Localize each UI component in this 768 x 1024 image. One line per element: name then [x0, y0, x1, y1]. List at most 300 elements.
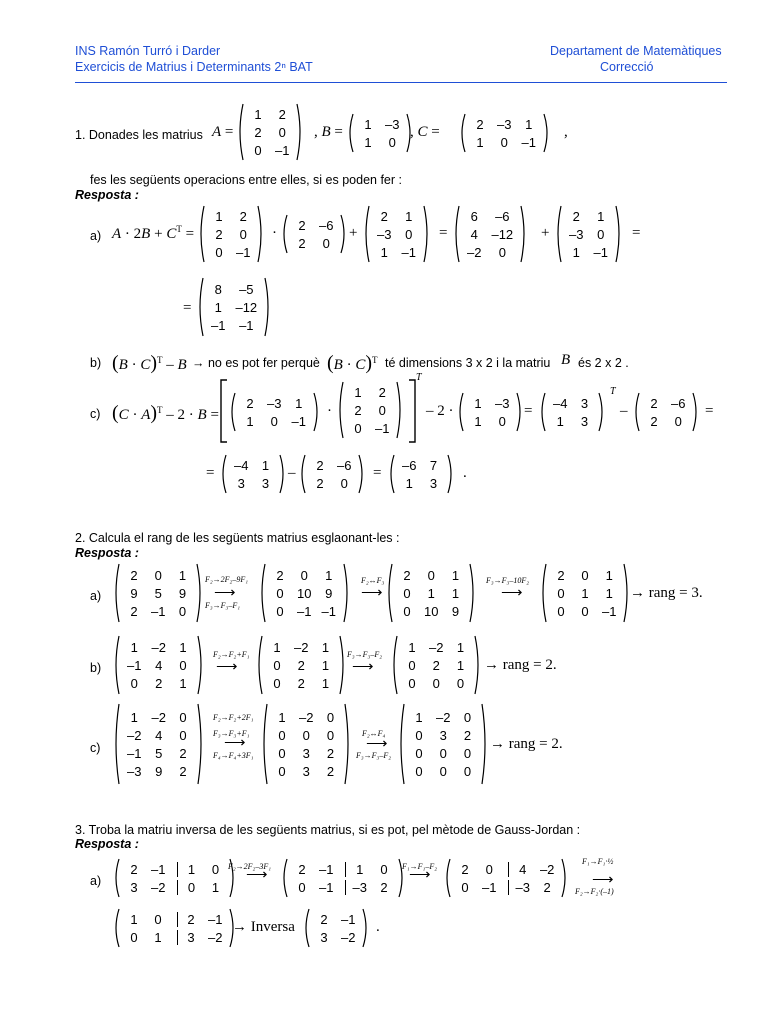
left-paren [346, 113, 355, 153]
matrix-grid [269, 710, 343, 779]
matrix-cell: 0 [498, 413, 506, 429]
left-paren [280, 858, 289, 898]
matrix-grid [467, 117, 542, 150]
matrix-cell: 1 [456, 639, 465, 655]
equals: = [373, 465, 382, 481]
matrix-cell: 1 [605, 585, 613, 601]
matrix-2b-1 [112, 635, 205, 695]
matrix-cell: 0 [177, 880, 198, 895]
matrix-cell: 2 [155, 675, 163, 691]
matrix-cell: 1 [405, 475, 413, 491]
matrix-cell: 0 [415, 745, 423, 761]
matrix-grid [245, 107, 295, 158]
matrix-cell: –1 [602, 603, 617, 619]
arrow: ⟶ [246, 867, 268, 883]
matrix-C [458, 113, 551, 153]
equals: = [206, 465, 215, 481]
left-paren [112, 635, 121, 695]
matrix-cell: 0 [326, 709, 335, 725]
matrix-3-3 [443, 858, 569, 898]
matrix-cell: 1 [214, 299, 222, 315]
matrix-cell: 0 [463, 763, 472, 779]
matrix-cell: 0 [340, 475, 348, 491]
matrix-cell: 0 [215, 244, 223, 260]
eq-A-label: A = [212, 124, 234, 140]
matrix-cell: 2 [380, 208, 388, 224]
matrix-cell: 0 [179, 709, 187, 725]
transpose-mark: T [610, 386, 616, 397]
matrix-cell: –6 [495, 208, 510, 224]
matrix-cell: 0 [130, 929, 138, 945]
matrix-cell: 7 [429, 457, 438, 473]
matrix-cell: –2 [436, 709, 451, 725]
matrix-cell: 0 [154, 567, 162, 583]
matrix-grid [465, 396, 515, 429]
matrix-cell: –1 [341, 911, 356, 927]
matrix-cell: 2 [557, 567, 565, 583]
matrix-cell: 0 [403, 585, 411, 601]
matrix-cell: –3 [495, 395, 510, 411]
left-paren [632, 392, 641, 432]
matrix-cell: 0 [278, 745, 286, 761]
matrix-cell: –2 [127, 727, 142, 743]
matrix-cell: –6 [671, 395, 686, 411]
matrix-cell: –5 [239, 281, 254, 297]
matrix-cell: 0 [179, 727, 187, 743]
matrix-grid [289, 862, 397, 895]
matrix-cell: –1 [211, 317, 226, 333]
matrix-cell: –6 [337, 457, 352, 473]
matrix-cell: 3 [177, 930, 198, 945]
matrix-cell: 2 [179, 745, 187, 761]
matrix-cell: 0 [178, 603, 187, 619]
rowop: F₂→2F₂–9F₁ [205, 575, 249, 584]
matrix-cell: –1 [319, 879, 334, 895]
matrix-grid [121, 862, 228, 895]
matrix-cell: 1 [364, 134, 372, 150]
matrix-cell: 0 [273, 675, 281, 691]
right-paren [560, 858, 569, 898]
matrix-cell: 8 [214, 281, 222, 297]
ex3-intro: 3. Troba la matriu inversa de les següents matrius, si es pot, pel mètode de Gauss-Jordan : [75, 823, 581, 837]
matrix-c-2B2 [298, 454, 366, 494]
eq-C-label: , C = [410, 124, 440, 140]
matrix-cell: 4 [155, 727, 163, 743]
matrix-cell: –1 [208, 911, 223, 927]
matrix-cell: 3 [302, 745, 310, 761]
matrix-cell: 2 [476, 116, 484, 132]
matrix-cell: –2 [539, 861, 555, 877]
matrix-grid [121, 568, 195, 619]
matrix-cell: 2 [572, 208, 580, 224]
matrix-cell: 3 [130, 879, 138, 895]
right-paren [614, 205, 623, 263]
left-paren [387, 454, 396, 494]
matrix-cell: 3 [302, 763, 310, 779]
matrix-cell: 2 [298, 217, 306, 233]
matrix-cell: –1 [375, 420, 390, 436]
matrix-c-C [228, 392, 321, 432]
matrix-grid [452, 862, 560, 895]
matrix-cell: 2 [320, 911, 328, 927]
left-paren [336, 381, 345, 439]
left-paren [228, 392, 237, 432]
matrix-cell: 0 [408, 675, 416, 691]
matrix-cell: 0 [427, 567, 435, 583]
matrix-cell: 1 [254, 106, 262, 122]
matrix-cell: –2 [208, 929, 223, 945]
matrix-c-A [336, 381, 404, 439]
transpose-mark: T [416, 372, 422, 383]
matrix-cell: 3 [439, 727, 447, 743]
matrix-cell: 2 [215, 226, 223, 242]
matrix-cell: –1 [127, 657, 142, 673]
left-paren [280, 214, 289, 254]
ex1-intro: 1. Donades les matrius [75, 128, 203, 142]
right-paren [278, 454, 287, 494]
matrix-a-A [197, 205, 265, 263]
matrix-2c-1 [112, 703, 205, 785]
matrix-cell: –2 [151, 639, 166, 655]
minus: – [288, 465, 296, 481]
matrix-2b-3 [390, 635, 482, 695]
ex1-b-text3: és 2 x 2 . [578, 356, 629, 370]
matrix-grid [311, 912, 361, 945]
arrow: ⟶ [409, 867, 431, 883]
school-name: INS Ramón Turró i Darder [75, 44, 221, 58]
rowop: F₄→F₄+3F₁ [213, 751, 254, 760]
matrix-cell: 0 [674, 413, 682, 429]
matrix-cell: 1 [215, 208, 223, 224]
matrix-cell: 1 [605, 567, 613, 583]
matrix-cell: 1 [178, 567, 187, 583]
right-paren [468, 563, 477, 623]
right-paren [295, 103, 304, 161]
left-paren [452, 205, 461, 263]
minus-2: – 2 · [426, 403, 454, 419]
rowop: F₂↔F₃ [361, 576, 385, 585]
document-title: Exercicis de Matrius i Determinants 2ⁿ BAT [75, 60, 313, 74]
matrix-cell: 0 [278, 763, 286, 779]
matrix-cell: 2 [179, 763, 187, 779]
matrix-cell: –1 [297, 603, 312, 619]
left-paren [390, 635, 399, 695]
matrix-cell: 0 [405, 226, 413, 242]
right-paren [361, 908, 370, 948]
plus: + [541, 225, 550, 241]
matrix-cell: 1 [211, 879, 220, 895]
matrix-cell: –4 [553, 395, 568, 411]
matrix-grid [563, 209, 614, 260]
bracket-right [406, 378, 418, 444]
matrix-cell: 0 [378, 402, 386, 418]
rank-result: → rang = 2. [484, 657, 557, 673]
right-paren [597, 392, 606, 432]
matrix-cell: 3 [580, 413, 589, 429]
matrix-cell: 3 [261, 475, 270, 491]
matrix-cell: 2 [403, 567, 411, 583]
department-name: Departament de Matemàtiques [550, 44, 722, 58]
resposta-label: Resposta : [75, 188, 139, 202]
matrix-cell: 1 [474, 395, 482, 411]
matrix-cell: 2 [432, 657, 440, 673]
expr-b: $(B \cdot C)^T - B$ [112, 352, 187, 374]
arrow: ⟶ [352, 659, 374, 675]
rowop: F₃→F₃–F₁ [205, 601, 241, 610]
resposta-label: Resposta : [75, 546, 139, 560]
left-paren [443, 858, 452, 898]
matrix-A [236, 103, 304, 161]
matrix-cell: 2 [650, 395, 658, 411]
arrow: ⟶ [214, 585, 236, 601]
matrix-cell: –1 [291, 413, 306, 429]
right-paren [473, 635, 482, 695]
matrix-cell: 0 [463, 745, 472, 761]
rowop: F₂→F₂·(–1) [575, 887, 614, 896]
resposta-label: Resposta : [75, 837, 139, 851]
matrix-cell: –2 [151, 709, 166, 725]
matrix-grid [205, 282, 263, 333]
ex2-intro: 2. Calcula el rang de les següents matrius esglaonant-les : [75, 531, 400, 545]
inverse-label: → Inversa [232, 919, 295, 935]
right-paren [342, 563, 351, 623]
matrix-cell: 0 [154, 911, 162, 927]
matrix-cell: 0 [581, 567, 589, 583]
left-paren [236, 103, 245, 161]
matrix-cell: –1 [127, 745, 142, 761]
matrix-cell: 0 [302, 727, 310, 743]
matrix-cell: 2 [130, 861, 138, 877]
matrix-3-2 [280, 858, 406, 898]
matrix-cell: 6 [470, 208, 478, 224]
matrix-grid [237, 396, 312, 429]
right-paren [691, 392, 700, 432]
matrix-cell: 0 [278, 124, 286, 140]
right-paren [312, 392, 321, 432]
matrix-inverse [302, 908, 370, 948]
left-paren [196, 277, 205, 337]
matrix-cell: 3 [237, 475, 245, 491]
matrix-cell: 1 [177, 862, 198, 877]
matrix-cell: 1 [321, 639, 330, 655]
matrix-cell: 0 [439, 745, 447, 761]
matrix-cell: 2 [298, 235, 306, 251]
left-paren [298, 454, 307, 494]
matrix-cell: 0 [485, 861, 493, 877]
matrix-cell: 3 [320, 929, 328, 945]
matrix-cell: 10 [424, 603, 439, 619]
equals: = [183, 300, 192, 316]
matrix-cell: 0 [415, 763, 423, 779]
rowop: F₂→F₂+2F₁ [213, 713, 254, 722]
ex1-b-text2: té dimensions 3 x 2 i la matriu [385, 356, 551, 370]
matrix-grid [406, 710, 480, 779]
left-paren [197, 205, 206, 263]
matrix-cell: 9 [130, 585, 138, 601]
left-paren [458, 113, 467, 153]
matrix-cell: 1 [572, 244, 580, 260]
matrix-cell: 1 [261, 457, 270, 473]
matrix-cell: 2 [461, 861, 469, 877]
matrix-cell: 1 [556, 413, 564, 429]
matrix-cell: 5 [154, 585, 162, 601]
part-b-label: b) [90, 356, 102, 370]
matrix-cell: –2 [299, 709, 314, 725]
left-paren [302, 908, 311, 948]
equals: = [705, 403, 714, 419]
matrix-cell: 1 [364, 116, 372, 132]
matrix-cell: 9 [325, 585, 333, 601]
matrix-cell: 2 [276, 567, 284, 583]
dot: · [272, 225, 277, 241]
matrix-cell: 2 [378, 384, 386, 400]
matrix-c-B [456, 392, 524, 432]
rowop: F₃→F₃–F₂ [347, 650, 383, 659]
matrix-cell: 0 [273, 657, 281, 673]
matrix-grid [121, 640, 196, 691]
right-paren [357, 454, 366, 494]
matrix-cell: 1 [427, 585, 435, 601]
matrix-cell: 0 [278, 727, 286, 743]
matrix-cell: 1 [179, 675, 187, 691]
matrix-a-Ct [362, 205, 431, 263]
matrix-grid [121, 710, 196, 779]
left-paren [112, 908, 121, 948]
rowop: F₁→F₁·½ [582, 857, 614, 866]
matrix-cell: 2 [650, 413, 658, 429]
comma: , [564, 124, 568, 140]
matrix-cell: 2 [298, 861, 306, 877]
matrix-2c-2 [260, 703, 352, 785]
matrix-grid [547, 396, 597, 429]
matrix-cell: 4 [470, 226, 478, 242]
expr-c: $(C \cdot A)^T - 2 \cdot B$ = [112, 402, 219, 424]
matrix-grid [267, 568, 342, 619]
part-3a-label: a) [90, 874, 102, 888]
ex1-operations-text: fes les següents operacions entre elles, si es poden fer : [90, 173, 402, 187]
matrix-grid [396, 458, 446, 491]
right-paren [256, 205, 265, 263]
arrow: ⟶ [366, 736, 388, 752]
matrix-cell: 1 [154, 929, 162, 945]
matrix-B [346, 113, 414, 153]
matrix-grid [371, 209, 422, 260]
left-paren [456, 392, 465, 432]
matrix-a-result [196, 277, 272, 337]
matrix-cell: –4 [234, 457, 249, 473]
matrix-cell: –3 [267, 395, 282, 411]
left-paren [397, 703, 406, 785]
matrix-cell: 9 [178, 585, 187, 601]
matrix-cell: 0 [415, 727, 423, 743]
rowop: F₃→F₃+F₁ [213, 729, 250, 738]
matrix-cell: 2 [177, 912, 198, 927]
matrix-cell: –3 [497, 116, 512, 132]
right-paren [196, 635, 205, 695]
matrix-cell: 0 [498, 244, 506, 260]
matrix-cell: –3 [385, 116, 400, 132]
part-2a-label: a) [90, 589, 102, 603]
matrix-cell: 2 [316, 457, 324, 473]
right-paren [519, 205, 528, 263]
part-c-label: c) [90, 407, 101, 421]
matrix-cell: 0 [439, 763, 447, 779]
matrix-cell: 2 [297, 657, 305, 673]
matrix-cell: –12 [491, 226, 514, 242]
matrix-2c-3 [397, 703, 489, 785]
arrow: ⟶ [592, 872, 614, 888]
expr-b2: $(B \cdot C)^T$ [327, 352, 378, 374]
expr-a: $A \cdot 2B + C^T$ = [112, 224, 195, 242]
matrix-grid [394, 568, 468, 619]
matrix-cell: 0 [581, 603, 589, 619]
matrix-cell: –1 [151, 603, 166, 619]
arrow: ⟶ [224, 735, 246, 751]
right-paren [395, 381, 404, 439]
matrix-cell: –6 [402, 457, 417, 473]
right-paren [480, 703, 489, 785]
matrix-cell: –6 [319, 217, 334, 233]
matrix-cell: 0 [130, 675, 138, 691]
matrix-grid [641, 396, 691, 429]
dot: · [327, 403, 332, 419]
matrix-cell: 0 [557, 603, 565, 619]
matrix-2b-2 [255, 635, 347, 695]
matrix-cell: –12 [235, 299, 258, 315]
matrix-cell: 1 [408, 639, 416, 655]
matrix-cell: 1 [321, 657, 330, 673]
matrix-cell: 5 [155, 745, 163, 761]
matrix-cell: 0 [432, 675, 440, 691]
matrix-cell: 10 [297, 585, 312, 601]
left-paren [112, 563, 121, 623]
matrix-cell: 4 [508, 862, 529, 877]
matrix-cell: –1 [275, 142, 290, 158]
matrix-cell: 1 [321, 675, 330, 691]
matrix-cell: 0 [463, 709, 472, 725]
rowop: F₂↔F₄ [362, 729, 386, 738]
matrix-cell: 1 [130, 709, 138, 725]
matrix-cell: 0 [388, 134, 396, 150]
matrix-cell: 1 [451, 567, 460, 583]
left-paren [362, 205, 371, 263]
right-paren [263, 277, 272, 337]
matrix-cell: 1 [278, 709, 286, 725]
part-2c-label: c) [90, 741, 101, 755]
matrix-cell: 3 [429, 475, 438, 491]
matrix-cell: 1 [451, 585, 460, 601]
equals: = [524, 403, 533, 419]
matrix-cell: 1 [130, 639, 138, 655]
matrix-cell: 2 [130, 603, 138, 619]
matrix-cell: 0 [380, 861, 388, 877]
matrix-grid [461, 209, 519, 260]
right-paren [339, 214, 348, 254]
matrix-cell: 1 [415, 709, 423, 725]
document-subtitle: Correcció [600, 60, 654, 74]
matrix-cell: 2 [463, 727, 472, 743]
matrix-2a-3 [385, 563, 477, 623]
minus: – [620, 403, 628, 419]
matrix-cell: 0 [254, 142, 262, 158]
matrix-cell: 0 [354, 420, 362, 436]
left-paren [554, 205, 563, 263]
left-paren [538, 392, 547, 432]
header-rule [75, 82, 727, 83]
matrix-grid [355, 117, 405, 150]
matrix-cell: 0 [456, 675, 465, 691]
left-paren [219, 454, 228, 494]
